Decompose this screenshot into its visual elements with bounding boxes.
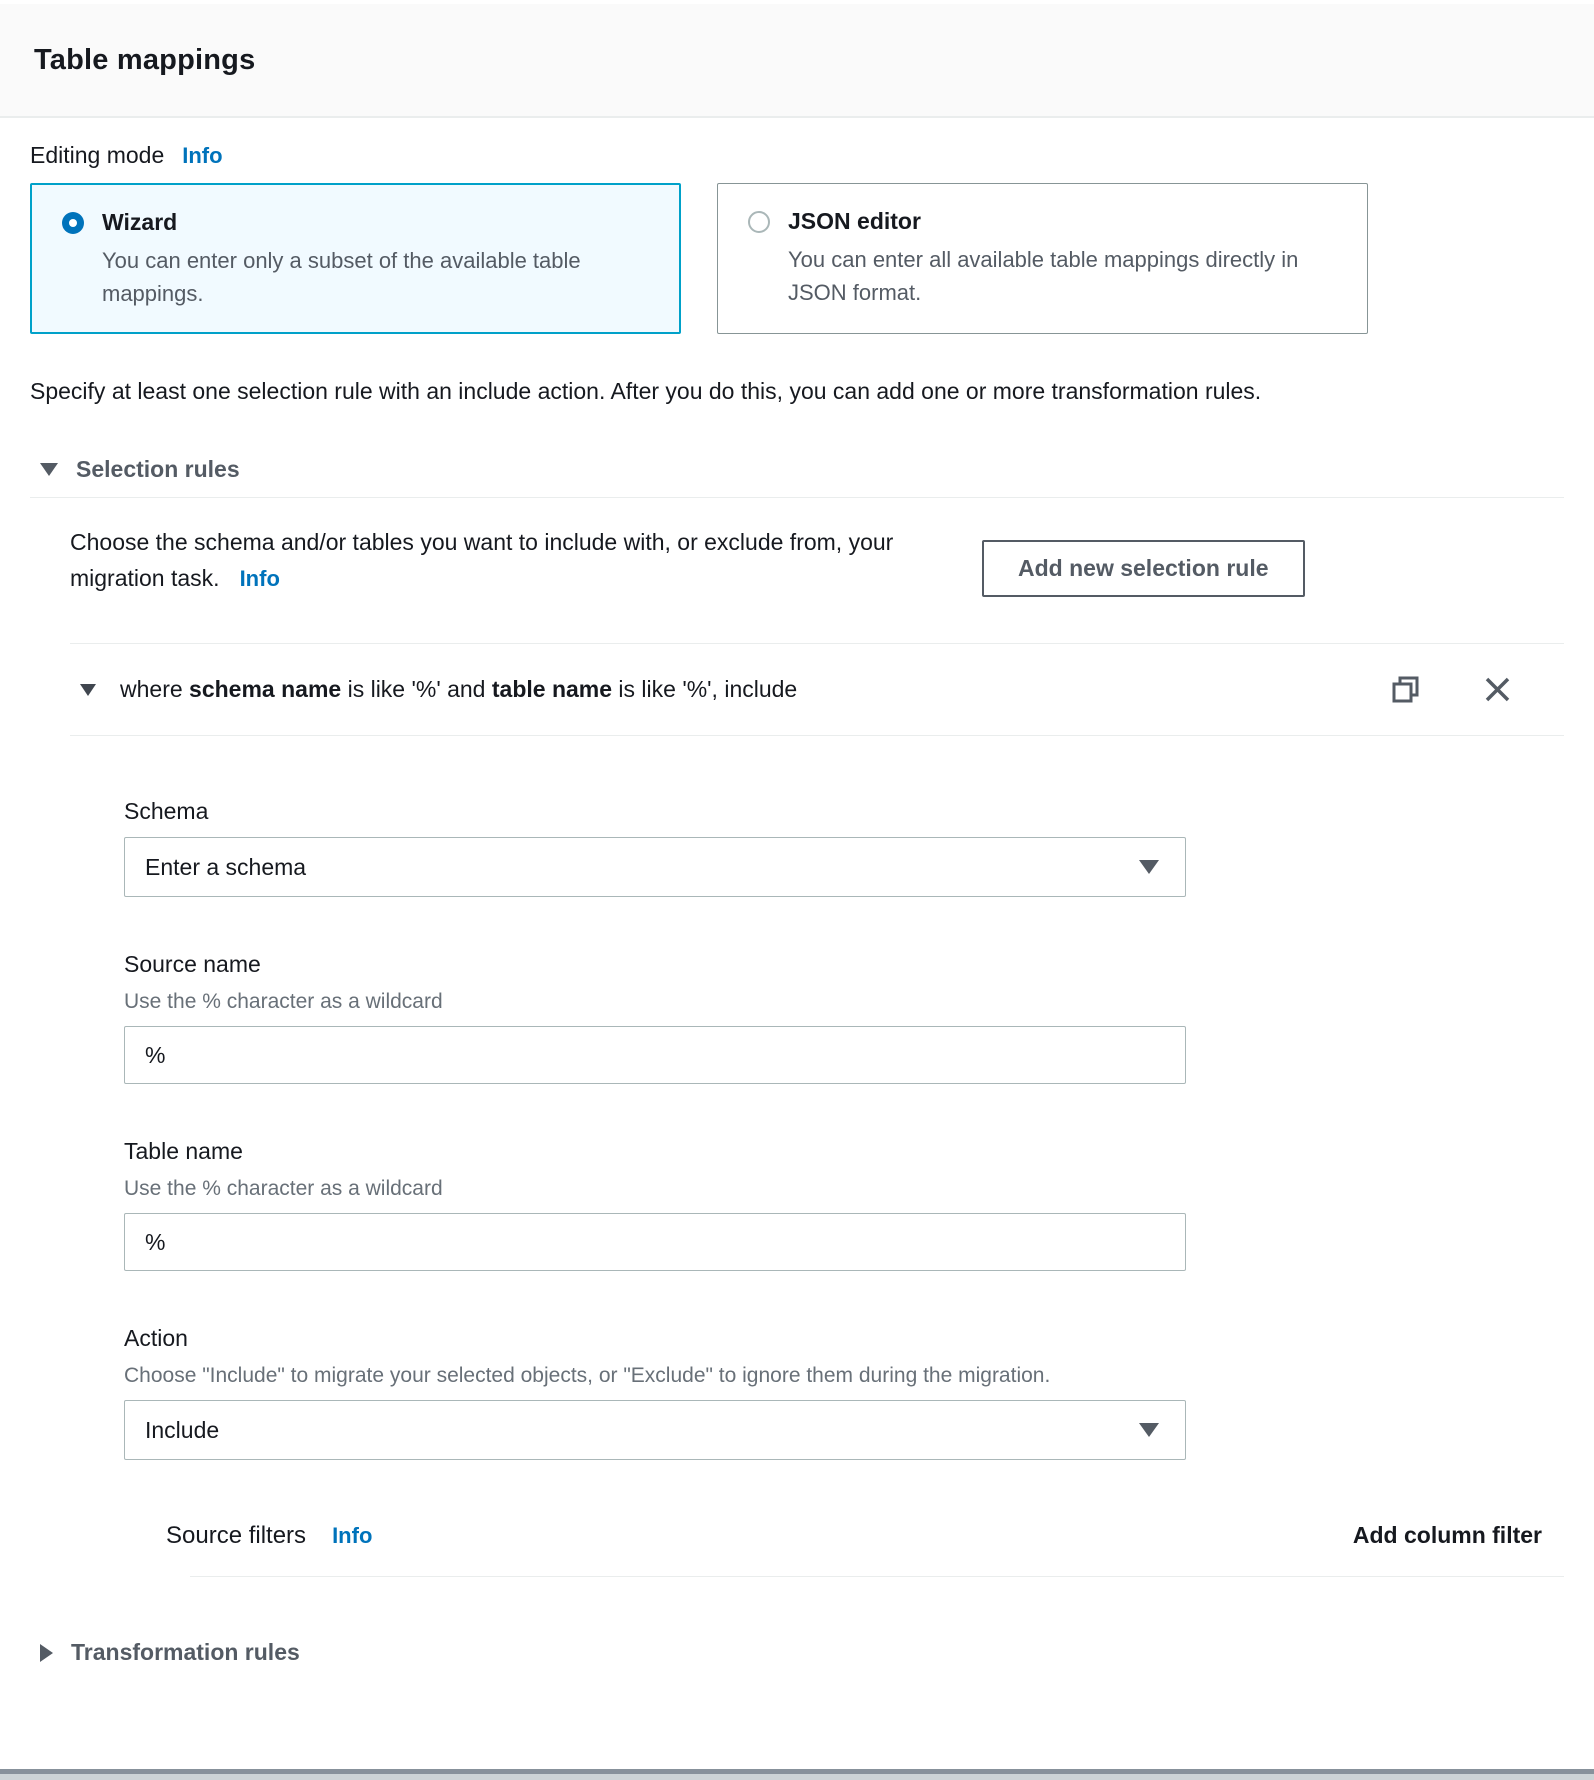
divider: [190, 1576, 1564, 1577]
rule-expander-chevron-down-icon[interactable]: [80, 684, 96, 696]
table-name-hint: Use the % character as a wildcard: [124, 1177, 443, 1201]
selection-rules-expander[interactable]: [40, 456, 1564, 483]
wizard-radio-selected[interactable]: [62, 212, 84, 234]
json-editor-option-label: JSON editor: [788, 208, 921, 234]
chevron-right-icon: [40, 1644, 53, 1662]
source-name-input[interactable]: [124, 1026, 1186, 1084]
selection-rules-description: Choose the schema and/or tables you want to include with, or exclude from, your migration task. Info: [70, 528, 894, 592]
wizard-option-card[interactable]: [30, 183, 681, 334]
action-label: Action: [124, 1325, 188, 1352]
table-name-field-group: [124, 1138, 1186, 1271]
editing-mode-label: Editing mode: [30, 142, 165, 168]
intro-text: Specify at least one selection rule with an include action. After you do this, you can add one or more transformation rules.: [30, 378, 1262, 404]
schema-label: Schema: [124, 798, 209, 825]
selection-rule-row: [80, 644, 1512, 735]
action-select[interactable]: [124, 1400, 1186, 1460]
chevron-down-icon: [40, 463, 58, 476]
wizard-option-description: You can enter only a subset of the available table mappings.: [102, 248, 581, 306]
action-select-value: Include: [145, 1416, 220, 1443]
dropdown-arrow-icon: [1139, 1423, 1159, 1437]
bottom-scroll-edge: [0, 1769, 1594, 1780]
source-name-label: Source name: [124, 951, 261, 978]
source-name-field-group: [124, 951, 1186, 1084]
selection-rule-form: [124, 798, 1186, 1460]
selection-rules-title: Selection rules: [76, 455, 240, 482]
page-title: Table mappings: [34, 43, 256, 76]
transformation-rules-expander[interactable]: [40, 1639, 1564, 1666]
table-name-input[interactable]: [124, 1213, 1186, 1271]
duplicate-rule-icon[interactable]: [1390, 674, 1421, 705]
remove-rule-close-icon[interactable]: [1483, 675, 1512, 704]
source-filters-label: Source filters: [166, 1522, 307, 1550]
source-name-hint: Use the % character as a wildcard: [124, 990, 443, 1014]
json-editor-radio-unselected[interactable]: [748, 211, 770, 233]
schema-select-value: Enter a schema: [145, 853, 307, 880]
schema-field-group: [124, 798, 1186, 897]
rule-summary: where schema name is like '%' and table name is like '%', include: [120, 676, 798, 703]
divider: [70, 735, 1564, 736]
action-hint: Choose "Include" to migrate your selected objects, or "Exclude" to ignore them during the migration.: [124, 1364, 1051, 1388]
wizard-option-label: Wizard: [102, 209, 178, 235]
table-name-label: Table name: [124, 1138, 243, 1165]
editing-mode-info-link[interactable]: Info: [182, 143, 223, 168]
add-new-selection-rule-button[interactable]: Add new selection rule: [982, 540, 1305, 597]
json-editor-option-description: You can enter all available table mappings directly in JSON format.: [788, 247, 1299, 305]
transformation-rules-title: Transformation rules: [71, 1639, 300, 1666]
schema-select[interactable]: [124, 837, 1186, 897]
panel-header: [0, 4, 1594, 118]
dropdown-arrow-icon: [1139, 860, 1159, 874]
add-column-filter-button[interactable]: Add column filter: [1352, 1522, 1542, 1549]
json-editor-option-card[interactable]: [717, 183, 1368, 334]
source-filters-info-link[interactable]: Info: [332, 1523, 373, 1549]
source-filters-row: [30, 1522, 1564, 1550]
selection-rules-intro-row: [30, 524, 1564, 598]
divider: [30, 497, 1564, 498]
editing-mode-options: [30, 183, 1564, 334]
selection-rules-info-link[interactable]: Info: [239, 566, 280, 592]
action-field-group: [124, 1325, 1186, 1460]
editing-mode-row: [30, 142, 1564, 169]
